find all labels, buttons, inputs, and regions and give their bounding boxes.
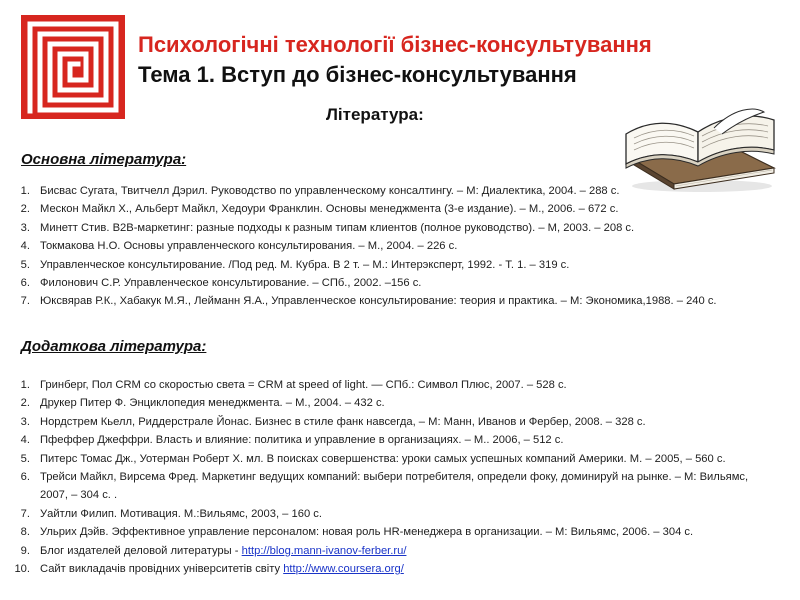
literature-heading: Література: xyxy=(326,105,424,124)
list-item-number: 7. xyxy=(20,295,30,308)
open-books-illustration xyxy=(614,90,784,194)
list-item-text: Питерс Томас Дж., Уотерман Роберт Х. мл. В поисках совершенства: уроки самых успешных компаний Америки. М. – 2005, – 560 с. xyxy=(40,452,726,465)
list-item-number: 2. xyxy=(20,203,30,216)
list-item xyxy=(0,394,775,412)
list-item-text: Управленческое консультирование. /Под ред. М. Кубра. В 2 т. – М.: Интерэксперт, 1992. - Т. 1. – 319 с. xyxy=(40,258,570,271)
list-item-number: 3. xyxy=(20,221,30,234)
list-item-text: Трейси Майкл, Вирсема Фред. Маркетинг ведущих компаний: выбери потребителя, определи фоку, доминируй на рынке. – М: Вильямс, 2007, – 304 с. . xyxy=(40,471,749,502)
greek-key-logo-icon xyxy=(21,15,125,119)
list-item-number: 4. xyxy=(20,434,30,447)
list-item-number: 5. xyxy=(20,258,30,271)
list-item-link[interactable]: http://www.coursera.org/ xyxy=(283,563,404,576)
list-item-text: Бисвас Сугата, Твитчелл Дэрил. Руководство по управленческому консалтингу. – М: Диалектика, 2004. – 288 с. xyxy=(40,185,620,197)
list-item-text: Ульрих Дэйв. Эффективное управление персоналом: новая роль HR-менеджера в организации. – М: Вильямс, 2006. – 304 с. xyxy=(40,526,694,539)
additional-literature-list xyxy=(0,376,775,578)
main-literature-heading: Основна література: xyxy=(21,151,187,168)
list-item-text: Сайт викладачів провідних університетів світу xyxy=(40,563,284,576)
list-item-text: Пфеффер Джеффри. Власть и влияние: политика и управление в организациях. – М.. 2006, – 512 с. xyxy=(40,434,564,447)
list-item-number: 1. xyxy=(20,185,30,197)
list-item xyxy=(0,292,775,310)
list-item xyxy=(0,219,775,237)
list-item xyxy=(0,237,775,255)
list-item-number: 9. xyxy=(20,544,30,557)
list-item xyxy=(0,505,775,523)
list-item xyxy=(0,274,775,292)
list-item-text: Юксвярав Р.К., Хабакук М.Я., Лейманн Я.А., Управленческое консультирование: теория и практика. – М: Экономика,1988. – 240 с. xyxy=(40,295,717,308)
list-item-number: 7. xyxy=(20,507,30,520)
list-item xyxy=(0,542,775,560)
list-item-number: 5. xyxy=(20,452,30,465)
list-item-number: 6. xyxy=(20,277,30,290)
list-item-text: Токмакова Н.О. Основы управленческого консультирования. – М., 2004. – 226 с. xyxy=(40,240,458,253)
additional-literature-heading: Додаткова література: xyxy=(21,338,207,355)
list-item-text: Мескон Майкл Х., Альберт Майкл, Хедоури Франклин. Основы менеджмента (3-е издание). – М., 2006. – 672 с. xyxy=(40,203,619,216)
page-subtitle: Тема 1. Вступ до бізнес-консультування xyxy=(138,62,577,87)
list-item-text: Филонович С.Р. Управленческое консультирование. – СПб., 2002. –156 с. xyxy=(40,277,422,290)
list-item-text: Нордстрем Кьелл, Риддерстрале Йонас. Бизнес в стиле фанк навсегда, – М: Манн, Иванов и Фербер, 2008. – 328 с. xyxy=(40,415,646,428)
list-item-text: Минетт Стив. B2B-маркетинг: разные подходы к разным типам клиентов (полное руководство). – М, 2003. – 208 с. xyxy=(40,221,635,234)
list-item-text: Уайтли Филип. Мотивация. М.:Вильямс, 2003, – 160 с. xyxy=(40,507,322,520)
main-literature-list xyxy=(0,182,775,311)
list-item xyxy=(0,200,775,218)
list-item xyxy=(0,431,775,449)
list-item-link[interactable]: http://blog.mann-ivanov-ferber.ru/ xyxy=(241,544,407,557)
list-item xyxy=(0,376,775,394)
list-item xyxy=(0,450,775,468)
list-item-text: Блог издателей деловой литературы - xyxy=(40,544,242,557)
list-item-number: 1. xyxy=(20,379,30,391)
list-item-number: 2. xyxy=(20,397,30,410)
list-item-text: Гринберг, Пол CRM со скоростью света = CRM at speed of light. — СПб.: Символ Плюс, 2007. – 528 с. xyxy=(40,379,567,391)
page-title: Психологічні технології бізнес-консультування xyxy=(138,32,652,57)
list-item xyxy=(0,468,775,505)
list-item-number: 10. xyxy=(14,563,30,576)
list-item-number: 8. xyxy=(20,526,30,539)
list-item xyxy=(0,182,775,200)
list-item-number: 4. xyxy=(20,240,30,253)
list-item xyxy=(0,413,775,431)
list-item-number: 3. xyxy=(20,415,30,428)
list-item-number: 6. xyxy=(20,471,30,484)
list-item xyxy=(0,560,775,578)
list-item xyxy=(0,523,775,541)
list-item xyxy=(0,256,775,274)
list-item-text: Друкер Питер Ф. Энциклопедия менеджмента. – М., 2004. – 432 с. xyxy=(40,397,385,410)
